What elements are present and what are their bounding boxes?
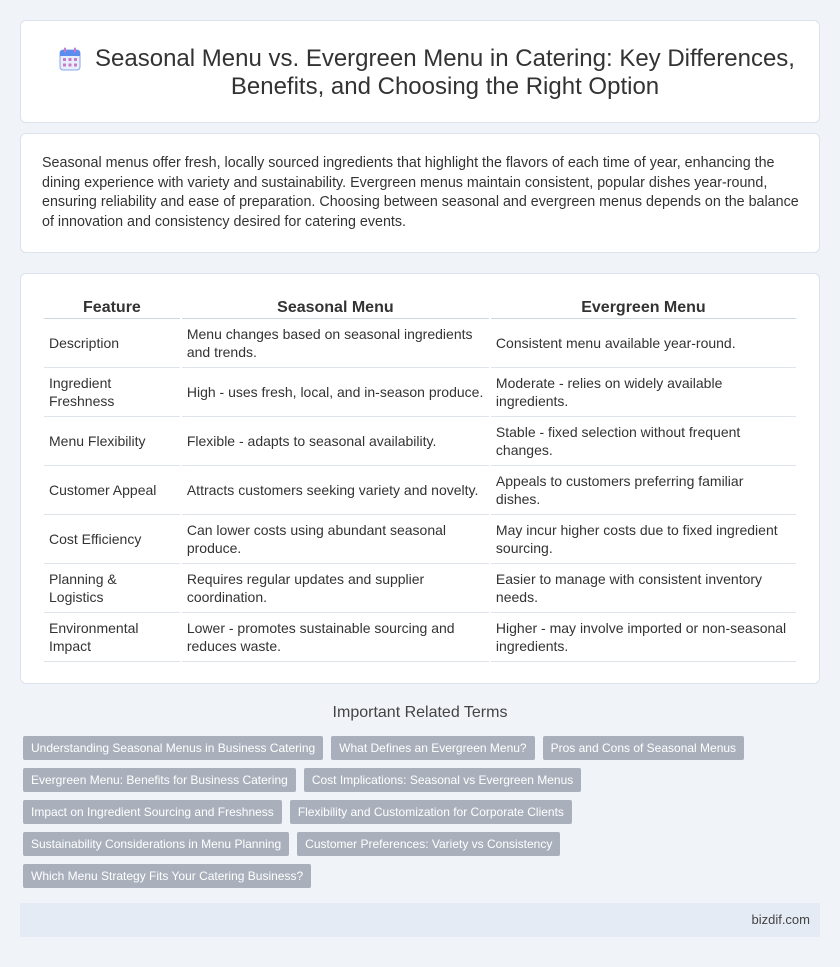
- feature-cell: Cost Efficiency: [44, 515, 180, 564]
- header-evergreen: Evergreen Menu: [491, 296, 796, 319]
- related-term-tag[interactable]: Flexibility and Customization for Corporate Clients: [290, 800, 572, 824]
- title-card: [20, 20, 820, 123]
- seasonal-cell: Menu changes based on seasonal ingredients and trends.: [182, 319, 489, 368]
- feature-cell: Description: [44, 319, 180, 368]
- evergreen-cell: May incur higher costs due to fixed ingredient sourcing.: [491, 515, 796, 564]
- seasonal-cell: Lower - promotes sustainable sourcing and reduces waste.: [182, 613, 489, 662]
- feature-cell: Ingredient Freshness: [44, 368, 180, 417]
- related-term-tag[interactable]: Evergreen Menu: Benefits for Business Catering: [23, 768, 296, 792]
- header-feature: Feature: [44, 296, 180, 319]
- seasonal-cell: Can lower costs using abundant seasonal produce.: [182, 515, 489, 564]
- table-row: [44, 515, 796, 564]
- related-term-tag[interactable]: Customer Preferences: Variety vs Consistency: [297, 832, 560, 856]
- table-row: [44, 417, 796, 466]
- footer: [20, 903, 820, 937]
- related-term-tag[interactable]: Cost Implications: Seasonal vs Evergreen Menus: [304, 768, 581, 792]
- table-row: [44, 613, 796, 662]
- feature-cell: Planning & Logistics: [44, 564, 180, 613]
- evergreen-cell: Appeals to customers preferring familiar dishes.: [491, 466, 796, 515]
- table-row: [44, 368, 796, 417]
- table-row: [44, 319, 796, 368]
- header-seasonal: Seasonal Menu: [182, 296, 489, 319]
- evergreen-cell: Easier to manage with consistent inventory needs.: [491, 564, 796, 613]
- table-row: [44, 466, 796, 515]
- seasonal-cell: Flexible - adapts to seasonal availability.: [182, 417, 489, 466]
- evergreen-cell: Consistent menu available year-round.: [491, 319, 796, 368]
- page-title: Seasonal Menu vs. Evergreen Menu in Catering: Key Differences, Benefits, and Choosing the Right Option: [95, 45, 795, 100]
- related-term-tag[interactable]: Impact on Ingredient Sourcing and Freshness: [23, 800, 282, 824]
- seasonal-cell: Attracts customers seeking variety and novelty.: [182, 466, 489, 515]
- calendar-grid-icon: [59, 47, 81, 71]
- seasonal-cell: Requires regular updates and supplier coordination.: [182, 564, 489, 613]
- table-header-row: [44, 296, 796, 319]
- evergreen-cell: Moderate - relies on widely available ingredients.: [491, 368, 796, 417]
- feature-cell: Customer Appeal: [44, 466, 180, 515]
- seasonal-cell: High - uses fresh, local, and in-season produce.: [182, 368, 489, 417]
- feature-cell: Environmental Impact: [44, 613, 180, 662]
- related-terms-heading: Important Related Terms: [332, 704, 508, 721]
- evergreen-cell: Higher - may involve imported or non-seasonal ingredients.: [491, 613, 796, 662]
- comparison-table: [42, 296, 798, 662]
- intro-card: [20, 133, 820, 253]
- footer-site-link[interactable]: bizdif.com: [751, 912, 810, 927]
- feature-cell: Menu Flexibility: [44, 417, 180, 466]
- related-term-tag[interactable]: What Defines an Evergreen Menu?: [331, 736, 534, 760]
- related-term-tag[interactable]: Pros and Cons of Seasonal Menus: [543, 736, 744, 760]
- intro-paragraph: Seasonal menus offer fresh, locally sourced ingredients that highlight the flavors of each time of year, enhancing the dining experience with variety and sustainability. Evergreen menus maintain consistent, popular dishes year-round, ensuring reliability and ease of preparation. Choosing between seasonal and evergreen menus depends on the balance of innovation and consistency desired for catering events.: [42, 155, 799, 230]
- table-row: [44, 564, 796, 613]
- comparison-card: [20, 273, 820, 684]
- related-term-tag[interactable]: Understanding Seasonal Menus in Business Catering: [23, 736, 323, 760]
- related-term-tag[interactable]: Sustainability Considerations in Menu Planning: [23, 832, 289, 856]
- related-terms-list: [23, 736, 783, 888]
- evergreen-cell: Stable - fixed selection without frequent changes.: [491, 417, 796, 466]
- related-term-tag[interactable]: Which Menu Strategy Fits Your Catering Business?: [23, 864, 311, 888]
